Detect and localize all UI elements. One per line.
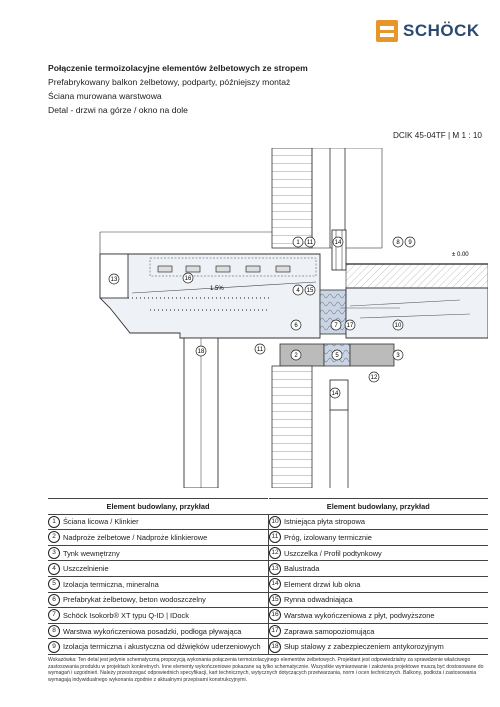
title-subtitle: Prefabrykowany balkon żelbetowy, podparty, późniejszy montaż: [48, 77, 291, 87]
legend-row: 4 Uszczelnienie: [48, 561, 268, 577]
legend-row: 2 Nadproże żelbetowe / Nadproże klinkierowe: [48, 530, 268, 546]
title-main: Połączenie termoizolacyjne elementów żelbetowych ze stropem: [48, 63, 308, 73]
lintel-right: [350, 344, 394, 366]
svg-text:13: 13: [110, 277, 118, 283]
callout-7: [331, 320, 341, 330]
legend-row: 6 Prefabrykat żelbetowy, beton wodoszczelny: [48, 592, 268, 608]
drawing-code-scale: DCIK 45-04TF | M 1 : 10: [392, 131, 482, 140]
callout-15: [305, 285, 315, 295]
callout-12: [369, 372, 379, 382]
svg-text:18: 18: [197, 349, 205, 355]
legend-table-left: [48, 498, 268, 655]
svg-text:7: 7: [334, 323, 338, 329]
callout-14-bottom: [330, 388, 340, 398]
legend-row: 5 Izolacja termiczna, mineralna: [48, 576, 268, 592]
floor-slab: [346, 288, 488, 338]
svg-text:12: 12: [370, 375, 378, 381]
legend-row: 16 Warstwa wykończeniowa z płyt, podwyższone: [269, 608, 489, 624]
floor-finish: [346, 264, 488, 288]
svg-text:8: 8: [396, 240, 400, 246]
callout-9: [405, 237, 415, 247]
svg-text:17: 17: [346, 323, 354, 329]
legend-row: 11 Próg, izolowany termicznie: [269, 530, 489, 546]
legend-row: 13 Balustrada: [269, 561, 489, 577]
svg-text:2: 2: [294, 353, 298, 359]
legend-row: 12 Uszczelka / Profil podtynkowy: [269, 545, 489, 561]
legend-row: 17 Zaprawa samopoziomująca: [269, 623, 489, 639]
callout-1: [293, 237, 303, 247]
svg-text:15: 15: [306, 288, 314, 294]
legend-table-right: [268, 498, 488, 655]
schoeck-logo: [376, 18, 488, 44]
legend-row: 8 Warstwa wykończeniowa posadzki, podłoga pływająca: [48, 623, 268, 639]
legend: [48, 498, 488, 655]
callout-17: [345, 320, 355, 330]
brick-wall-upper: [272, 148, 312, 248]
legend-row: 14 Element drzwi lub okna: [269, 576, 489, 592]
callout-8: [393, 237, 403, 247]
logo-icon: [376, 20, 398, 42]
disclaimer-note: Wskazówka: Ten detal jest jedynie schematyczną propozycją wykonania połączenia termoizolacyjnego elementów żelbetowych. Projektant jest odpowiedzialny za sprawdzenie właściwego zastosowania produktu w projektach konkretnych. Inne elementy wykończeniowe pokazane są tylko schematycznie. Wszystkie wymiarowanie i założenia projektowe muszą być dostosowane do wymagań i uzgodnień. Należy przestrzegać odpowiednich specyfikacji, kart technicznych, wytycznych dotyczących przetwarzania, norm i ocen technicznych. Balkony, podłoża i zastosowania wymagają indywidualnego wykonania zgodnie z aktualnymi przepisami konstrukcyjnymi.: [48, 657, 484, 683]
svg-text:14: 14: [334, 240, 342, 246]
svg-text:11: 11: [256, 347, 264, 353]
callout-10: [393, 320, 403, 330]
title-detail: Detal - drzwi na górze / okno na dole: [48, 105, 188, 115]
legend-row: 3 Tynk wewnętrzny: [48, 545, 268, 561]
callout-2: [291, 350, 301, 360]
slope-label: 1.5%: [210, 286, 224, 292]
legend-row: 1 Ściana licowa / Klinkier: [48, 514, 268, 530]
legend-row: 18 Słup stalowy z zabezpieczeniem antykorozyjnym: [269, 639, 489, 655]
callout-16: [183, 273, 193, 283]
legend-row: 15 Rynna odwadniająca: [269, 592, 489, 608]
callout-18: [196, 346, 206, 356]
callout-5: [332, 350, 342, 360]
svg-text:10: 10: [394, 323, 402, 329]
callout-3: [393, 350, 403, 360]
svg-text:16: 16: [184, 276, 192, 282]
lintel-left: [280, 344, 324, 366]
section-drawing: [40, 148, 488, 488]
svg-text:4: 4: [296, 288, 300, 294]
brick-wall-lower: [272, 366, 312, 488]
callout-11-b: [255, 344, 265, 354]
level-label: ± 0.00: [452, 252, 469, 258]
svg-text:1: 1: [296, 240, 300, 246]
callout-4: [293, 285, 303, 295]
legend-header-left: Element budowlany, przykład: [48, 499, 268, 515]
legend-row: 7 Schöck Isokorb® XT typu Q-ID | IDock: [48, 608, 268, 624]
title-wall-type: Ściana murowana warstwowa: [48, 91, 162, 101]
svg-text:14: 14: [331, 391, 339, 397]
door-frame: [332, 230, 346, 270]
svg-text:3: 3: [396, 353, 400, 359]
svg-text:6: 6: [294, 323, 298, 329]
legend-row: 10 Istniejąca płyta stropowa: [269, 514, 489, 530]
callout-6: [291, 320, 301, 330]
callout-13: [109, 274, 119, 284]
svg-text:5: 5: [335, 353, 339, 359]
callout-11: [305, 237, 315, 247]
legend-row: 9 Izolacja termiczna i akustyczna od dźwięków uderzeniowych: [48, 639, 268, 655]
legend-header-right: Element budowlany, przykład: [269, 499, 489, 515]
svg-text:9: 9: [408, 240, 412, 246]
svg-text:11: 11: [306, 240, 314, 246]
logo-text: SCHÖCK: [403, 21, 480, 40]
inner-wall-upper: [312, 148, 382, 248]
callout-14-top: [333, 237, 343, 247]
